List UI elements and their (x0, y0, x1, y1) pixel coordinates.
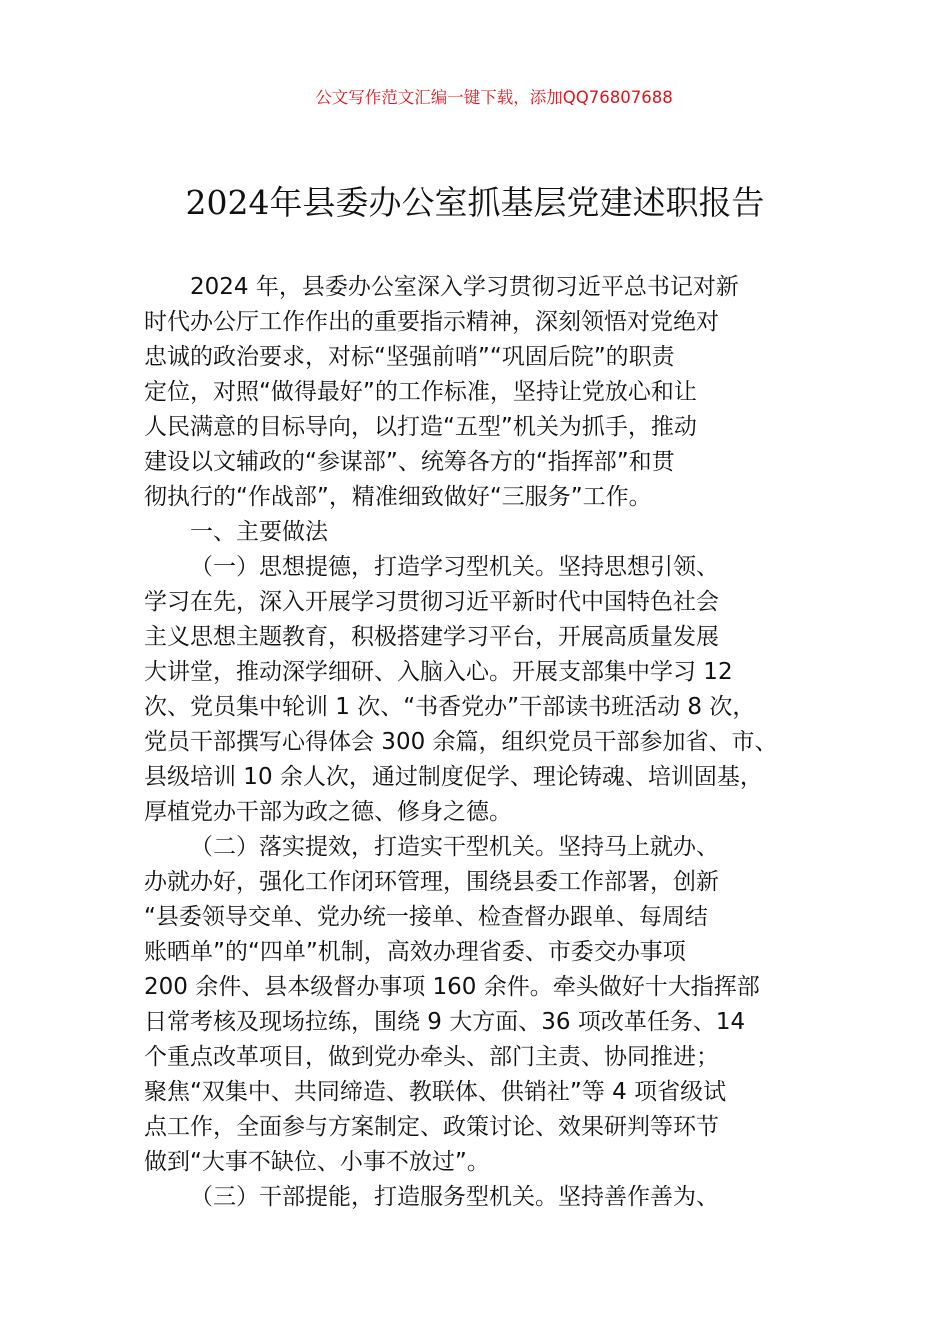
paragraph-line: 大讲堂，推动深学细研、入脑入心。开展支部集中学习 12 (144, 659, 733, 685)
paragraph-line: 日常考核及现场拉练，围绕 9 大方面、36 项改革任务、14 (144, 1009, 746, 1035)
paragraph-line: （二）落实提效，打造实干型机关。坚持马上就办、 (190, 834, 719, 860)
paragraph-line: 2024 年，县委办公室深入学习贯彻习近平总书记对新 (190, 274, 739, 300)
paragraph-line: 厚植党办干部为政之德、修身之德。 (144, 799, 512, 825)
paragraph-line: 次、党员集中轮训 1 次、“书香党办”干部读书班活动 8 次， (144, 694, 756, 720)
paragraph-line: 点工作，全面参与方案制定、政策讨论、效果研判等环节 (144, 1114, 719, 1140)
paragraph-line: 定位，对照“做得最好”的工作标准，坚持让党放心和让 (144, 379, 697, 405)
download-watermark: 公文写作范文汇编一键下载，添加QQ76807688 (315, 88, 673, 107)
paragraph-line: 县级培训 10 余人次，通过制度促学、理论铸魂、培训固基， (144, 764, 763, 790)
section-heading: 一、主要做法 (190, 519, 328, 545)
paragraph-line: 办就办好，强化工作闭环管理，围绕县委工作部署，创新 (144, 869, 719, 895)
paragraph-line: “县委领导交单、党办统一接单、检查督办跟单、每周结 (144, 904, 708, 930)
paragraph-line: 学习在先，深入开展学习贯彻习近平新时代中国特色社会 (144, 589, 719, 615)
paragraph-line: 做到“大事不缺位、小事不放过”。 (144, 1149, 490, 1175)
paragraph-line: 账晒单”的“四单”机制，高效办理省委、市委交办事项 (144, 939, 686, 965)
document-title: 2024年县委办公室抓基层党建述职报告 (185, 183, 765, 222)
paragraph-line: （三）干部提能，打造服务型机关。坚持善作善为、 (190, 1184, 719, 1210)
paragraph-line: 200 余件、县本级督办事项 160 余件。牵头做好十大指挥部 (144, 974, 760, 1000)
paragraph-line: 彻执行的“作战部”，精准细致做好“三服务”工作。 (144, 484, 652, 510)
paragraph-line: 聚焦“双集中、共同缔造、教联体、供销社”等 4 项省级试 (144, 1079, 727, 1105)
paragraph-line: 时代办公厅工作作出的重要指示精神，深刻领悟对党绝对 (144, 309, 719, 335)
paragraph-line: 主义思想主题教育，积极搭建学习平台，开展高质量发展 (144, 624, 719, 650)
paragraph-line: 个重点改革项目，做到党办牵头、部门主责、协同推进； (144, 1044, 719, 1070)
paragraph-line: （一）思想提德，打造学习型机关。坚持思想引领、 (190, 554, 719, 580)
paragraph-line: 党员干部撰写心得体会 300 余篇，组织党员干部参加省、市、 (144, 729, 778, 755)
paragraph-line: 建设以文辅政的“参谋部”、统筹各方的“指挥部”和贯 (144, 449, 675, 475)
paragraph-line: 人民满意的目标导向，以打造“五型”机关为抓手，推动 (144, 414, 697, 440)
paragraph-line: 忠诚的政治要求，对标“坚强前哨”“巩固后院”的职责 (144, 344, 675, 370)
